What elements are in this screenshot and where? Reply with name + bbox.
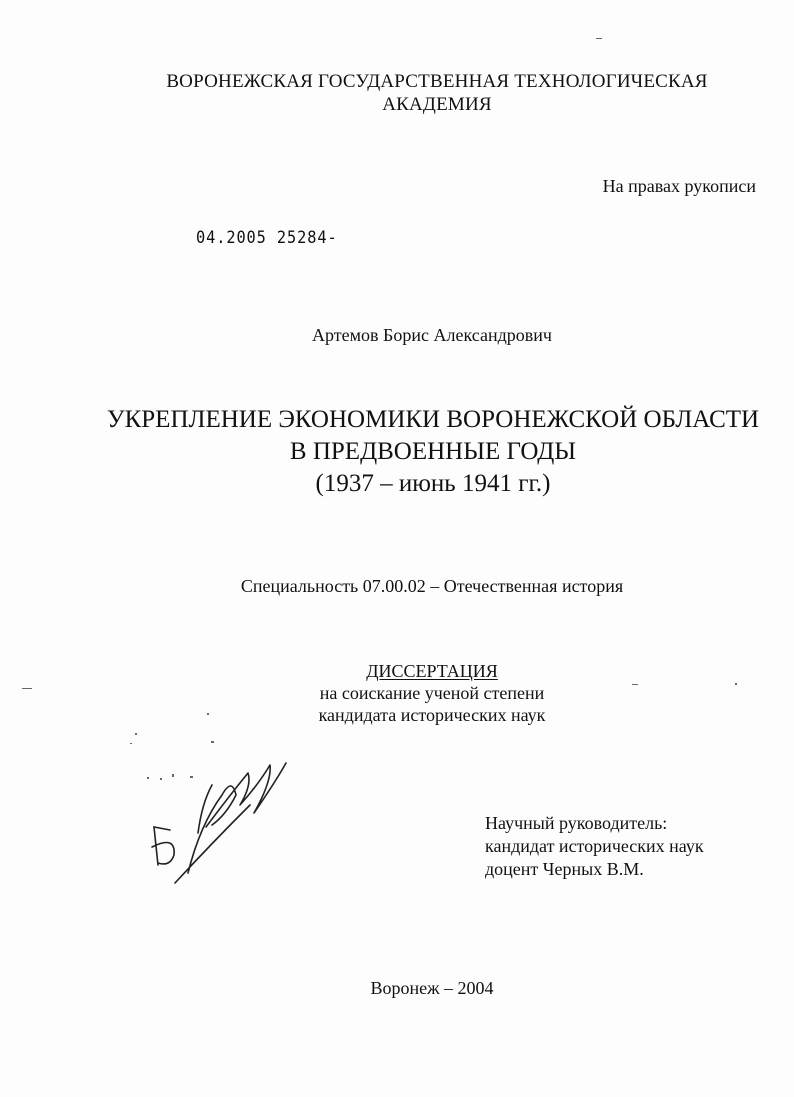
organization-line-1: ВОРОНЕЖСКАЯ ГОСУДАРСТВЕННАЯ ТЕХНОЛОГИЧЕСКАЯ [166, 71, 708, 92]
document-type-line-2: кандидата исторических наук [318, 705, 546, 725]
scan-mark [172, 774, 174, 777]
scan-mark [147, 777, 149, 779]
scan-mark [130, 743, 132, 744]
document-type-block [35, 660, 794, 726]
author-name: Артемов Борис Александрович [312, 325, 552, 345]
scan-mark [135, 733, 137, 735]
advisor-name: доцент Черных В.М. [485, 859, 644, 879]
document-type-line-1: на соискание ученой степени [319, 683, 545, 703]
specialty-line: Специальность 07.00.02 – Отечественная история [240, 576, 624, 596]
scan-mark [207, 713, 209, 715]
document-type-heading: ДИССЕРТАЦИЯ [366, 661, 498, 681]
registration-stamp-number: 04.2005 25284- [196, 228, 338, 248]
scan-mark [735, 683, 737, 685]
organization-header [40, 70, 794, 116]
dissertation-title [36, 404, 794, 500]
organization-line-2: АКАДЕМИЯ [382, 94, 492, 115]
scan-mark [22, 688, 32, 689]
handwritten-signature [140, 755, 300, 895]
scan-mark [596, 38, 602, 39]
scan-mark [190, 776, 193, 778]
scientific-advisor-block [485, 812, 704, 881]
title-line-3: (1937 – июнь 1941 гг.) [315, 470, 551, 497]
city-year: Воронеж – 2004 [370, 978, 494, 998]
scan-mark [632, 684, 638, 685]
title-line-2: В ПРЕДВОЕННЫЕ ГОДЫ [289, 438, 577, 465]
title-line-1: УКРЕПЛЕНИЕ ЭКОНОМИКИ ВОРОНЕЖСКОЙ ОБЛАСТИ [106, 406, 760, 433]
scan-mark [160, 778, 162, 780]
scan-mark [211, 741, 214, 743]
advisor-degree: кандидат исторических наук [485, 836, 704, 856]
rights-note: На правах рукописи [602, 176, 756, 196]
advisor-label: Научный руководитель: [485, 813, 668, 833]
